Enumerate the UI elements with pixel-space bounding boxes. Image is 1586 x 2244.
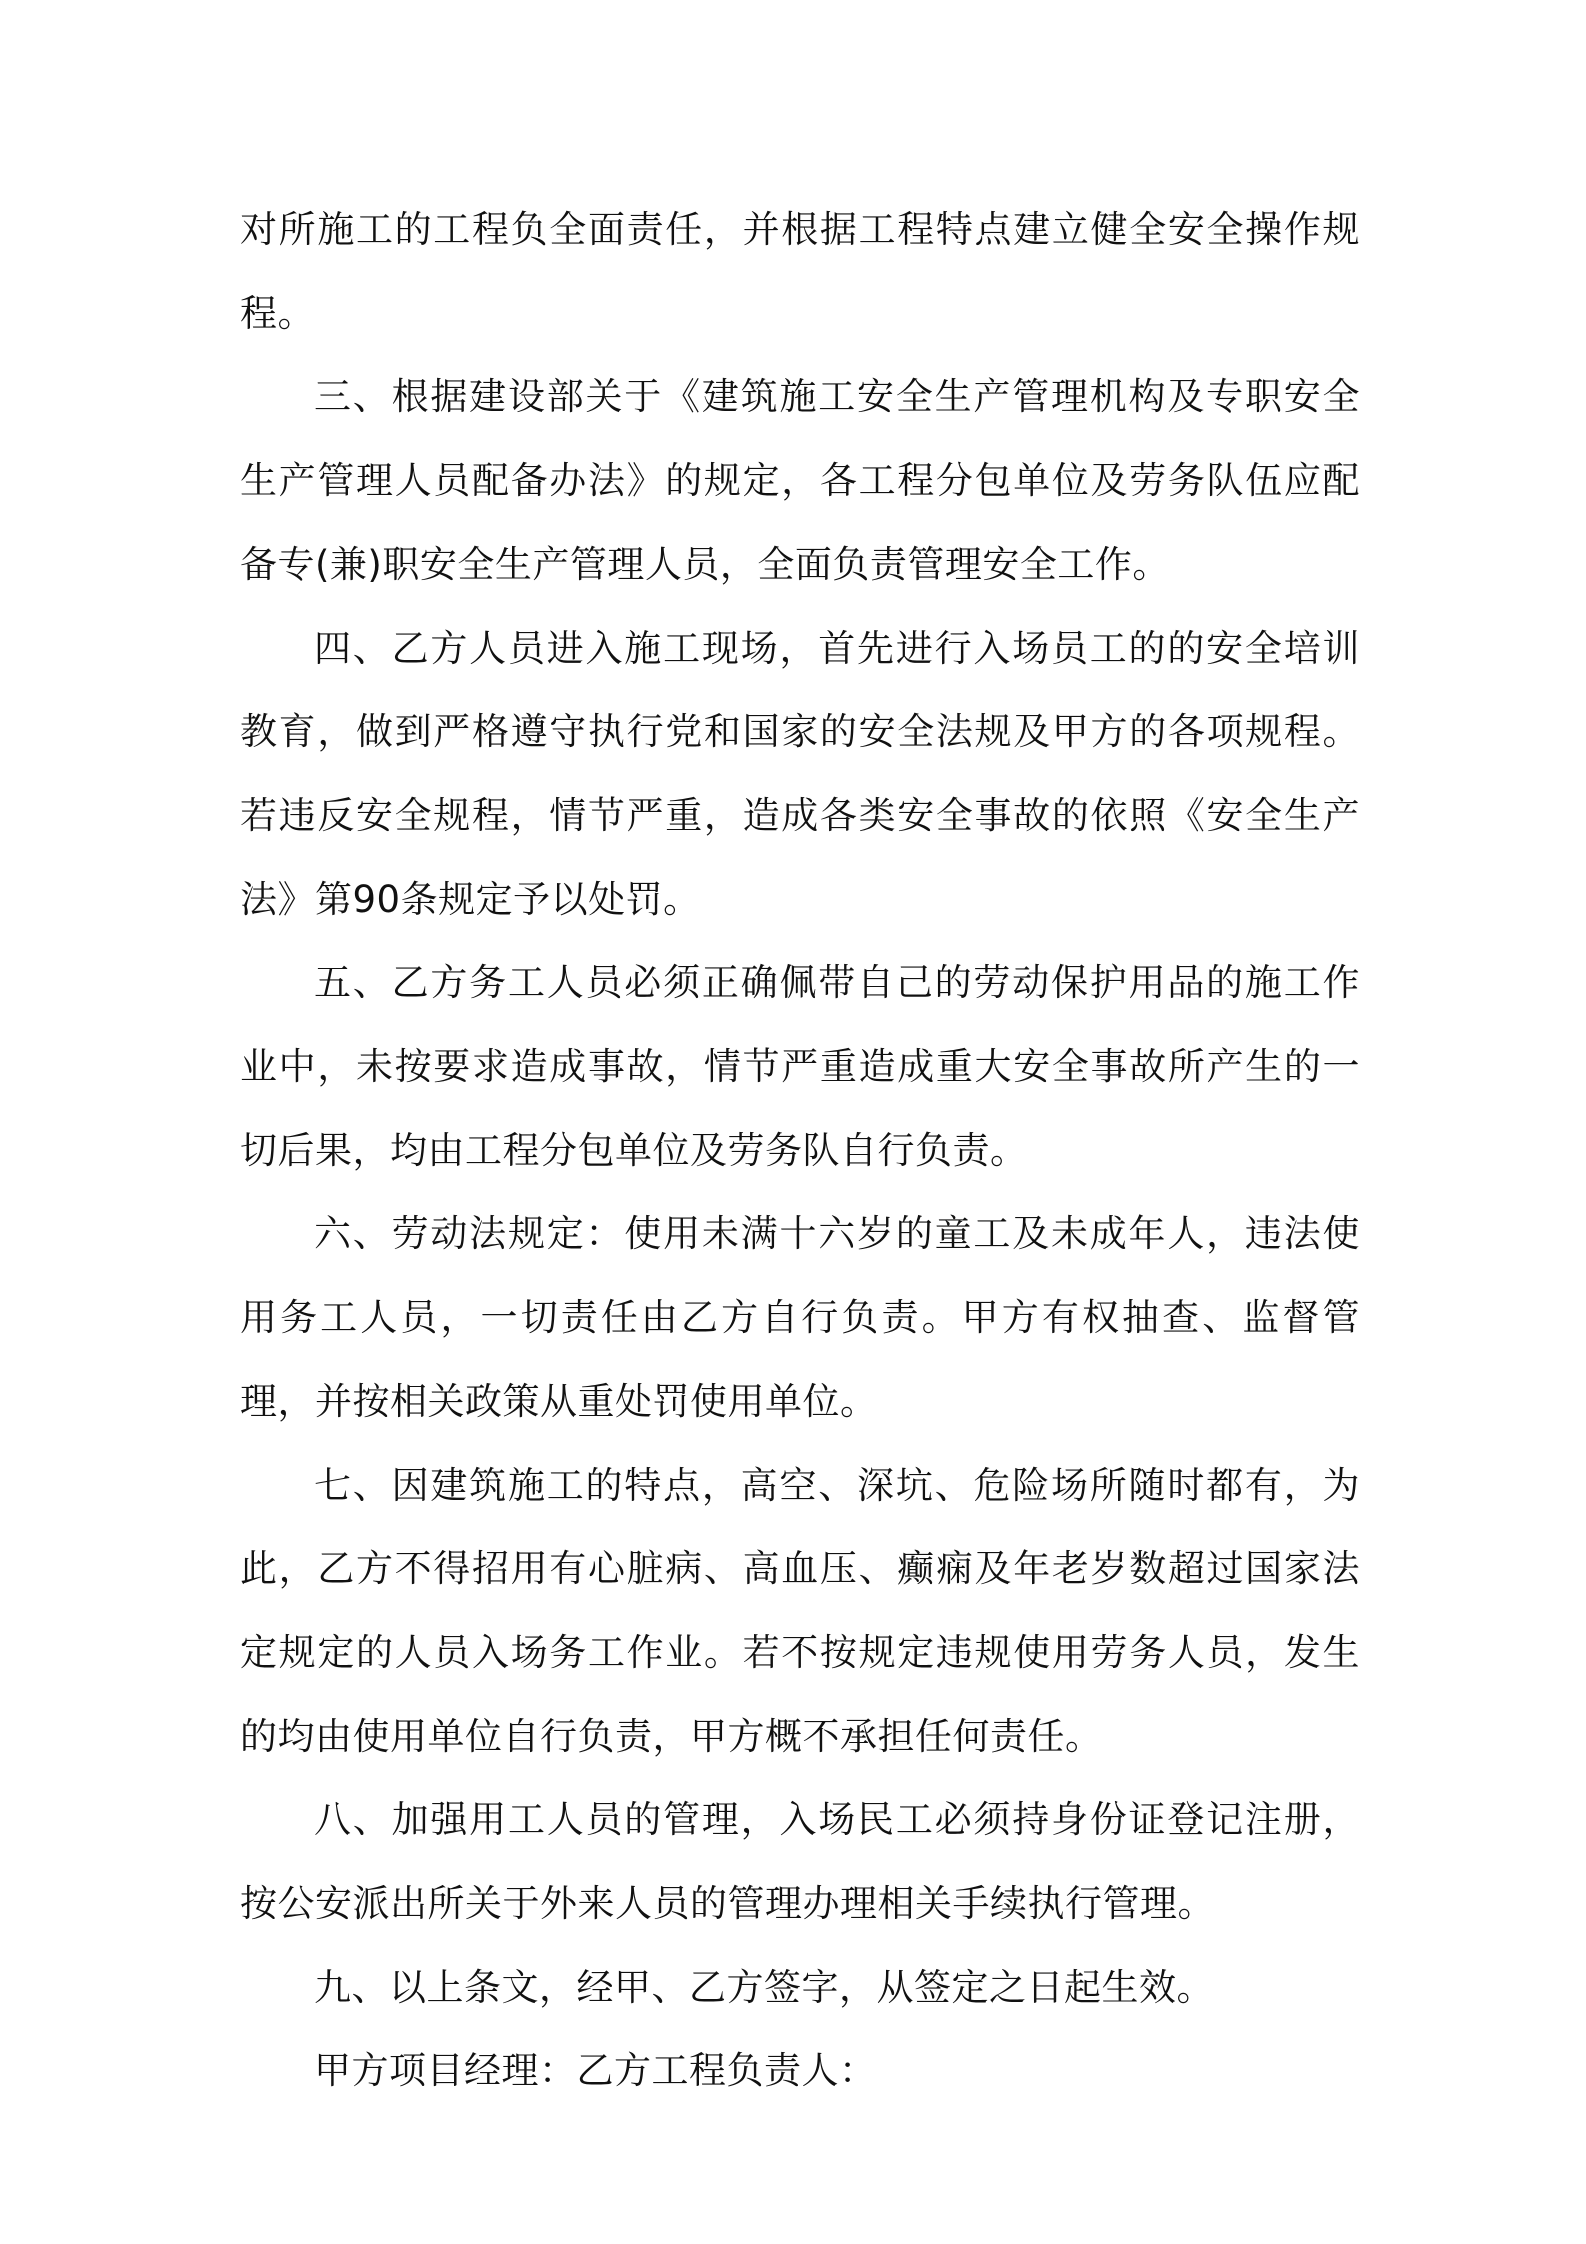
paragraph-clause-5: 五、乙方务工人员必须正确佩带自己的劳动保护用品的施工作业中，未按要求造成事故，情节严重造成重大安全事故所产生的一切后果，均由工程分包单位及劳务队自行负责。: [240, 961, 1360, 1172]
paragraph-clause-3: 三、根据建设部关于《建筑施工安全生产管理机构及专职安全生产管理人员配备办法》的规定，各工程分包单位及劳务队伍应配备专(兼)职安全生产管理人员，全面负责管理安全工作。: [240, 375, 1360, 586]
paragraph-clause-9: 九、以上条文，经甲、乙方签字，从签定之日起生效。: [314, 1965, 1214, 2009]
paragraph-clause-6: 六、劳动法规定：使用未满十六岁的童工及未成年人，违法使用务工人员，一切责任由乙方自行负责。甲方有权抽查、监督管理，并按相关政策从重处罚使用单位。: [240, 1212, 1360, 1423]
document-body: [240, 188, 1360, 2113]
paragraph-clause-7: 七、因建筑施工的特点，高空、深坑、危险场所随时都有，为此，乙方不得招用有心脏病、高血压、癫痫及年老岁数超过国家法定规定的人员入场务工作业。若不按规定违规使用劳务人员，发生的均由使用单位自行负责，甲方概不承担任何责任。: [240, 1463, 1360, 1758]
signature-line: 甲方项目经理：乙方工程负责人：: [314, 2049, 877, 2093]
paragraph-clause-8: 八、加强用工人员的管理，入场民工必须持身份证登记注册，按公安派出所关于外来人员的管理办理相关手续执行管理。: [240, 1798, 1360, 1926]
paragraph-clause-4: 四、乙方人员进入施工现场，首先进行入场员工的的安全培训教育，做到严格遵守执行党和国家的安全法规及甲方的各项规程。若违反安全规程，情节严重，造成各类安全事故的依照《安全生产法》第90条规定予以处罚。: [240, 626, 1360, 921]
paragraph-continuation: 对所施工的工程负全面责任，并根据工程特点建立健全安全操作规程。: [240, 208, 1360, 335]
